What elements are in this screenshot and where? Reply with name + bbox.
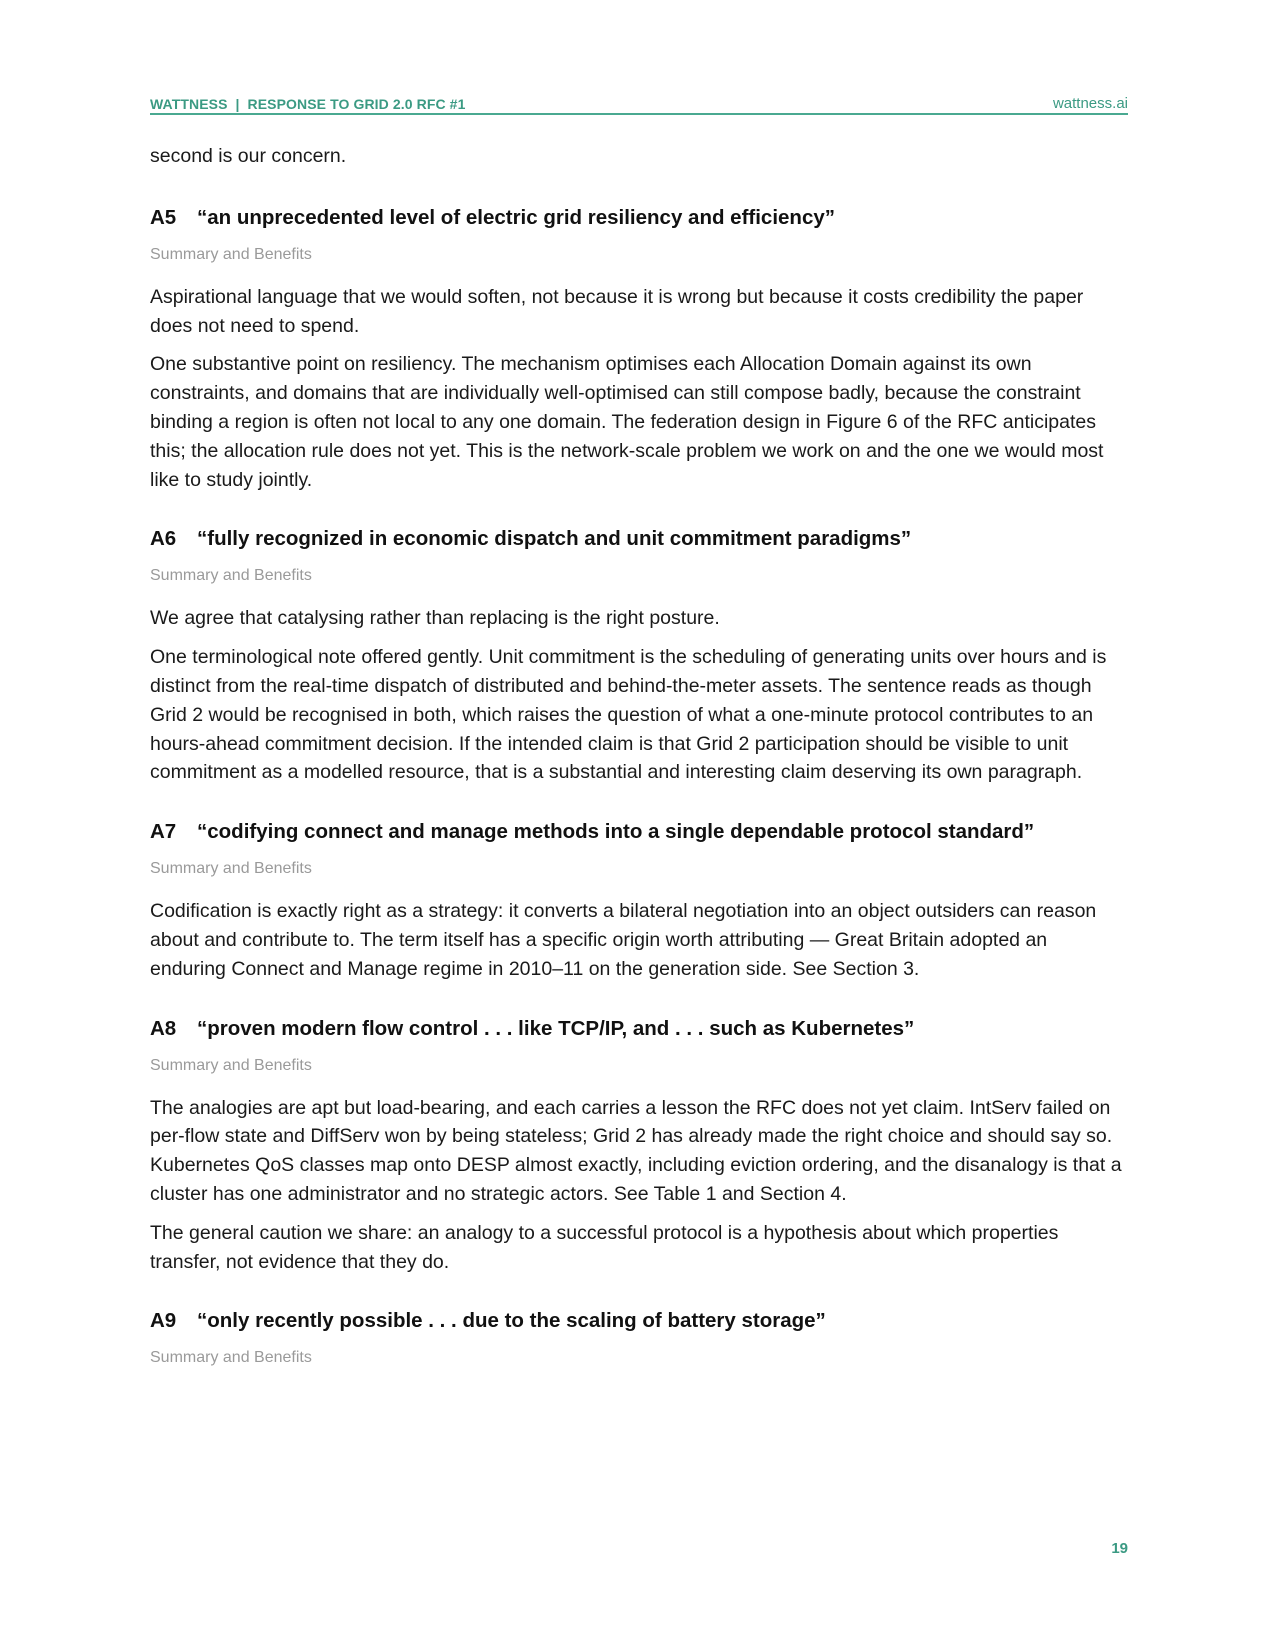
section-number: A5 (150, 205, 177, 229)
section-title: “an unprecedented level of electric grid resiliency and efficiency” (197, 205, 836, 229)
section-title: “proven modern flow control . . . like TCP/IP, and . . . such as Kubernetes” (197, 1016, 915, 1040)
page-header (150, 92, 1128, 115)
section-tag: Summary and Benefits (150, 860, 312, 878)
section-a5 (150, 205, 1128, 495)
section-heading (150, 1308, 1128, 1334)
page-content (150, 142, 1128, 1400)
header-title: WATTNESS | RESPONSE TO GRID 2.0 RFC #1 (150, 96, 466, 112)
section-number: A9 (150, 1309, 177, 1333)
page-number: 19 (1111, 1540, 1128, 1557)
section-body (150, 283, 1128, 495)
section-body (150, 604, 1128, 787)
section-tag: Summary and Benefits (150, 1056, 312, 1074)
paragraph: One substantive point on resiliency. The mechanism optimises each Allocation Domain against its own constraints, and domains that are individually well-optimised can still compose badly, because the constraint binding a region is often not local to any one domain. The federation design in Figure 6 of the RFC anticipates this; the allocation rule does not yet. This is the network-scale problem we work on and the one we would most like to study jointly. (150, 353, 1104, 491)
paragraph: The general caution we share: an analogy to a successful protocol is a hypothesis about which properties transfer, not evidence that they do. (150, 1221, 1059, 1273)
section-number: A7 (150, 820, 177, 844)
section-heading (150, 205, 1128, 231)
paragraph: The analogies are apt but load-bearing, and each carries a lesson the RFC does not yet claim. IntServ failed on per-flow state and DiffServ won by being stateless; Grid 2 has already made the right choice and should say so. Kubernetes QoS classes map onto DESP almost exactly, including eviction ordering, and the disanalogy is that a cluster has one administrator and no strategic actors. See Table 1 and Section 4. (150, 1096, 1122, 1205)
section-tag: Summary and Benefits (150, 567, 312, 585)
section-tag: Summary and Benefits (150, 1349, 312, 1367)
section-a7 (150, 819, 1128, 983)
section-tag: Summary and Benefits (150, 245, 312, 263)
paragraph: We agree that catalysing rather than replacing is the right posture. (150, 607, 720, 630)
section-title: “only recently possible . . . due to the scaling of battery storage” (197, 1309, 826, 1333)
section-title: “codifying connect and manage methods into a single dependable protocol standard” (197, 820, 1035, 844)
section-heading (150, 819, 1128, 845)
paragraph: Codification is exactly right as a strategy: it converts a bilateral negotiation into an object outsiders can reason about and contribute to. The term itself has a specific origin worth attributing — Great Britain adopted an enduring Connect and Manage regime in 2010–11 on the generation side. See Section 3. (150, 900, 1097, 980)
continuation-text: second is our concern. (150, 145, 347, 167)
header-website: wattness.ai (1052, 95, 1128, 112)
paragraph: One terminological note offered gently. Unit commitment is the scheduling of generating units over hours and is distinct from the real-time dispatch of distributed and behind-the-meter assets. The sentence reads as though Grid 2 would be recognised in both, which raises the question of what a one-minute protocol contributes to an hours-ahead commitment decision. If the intended claim is that Grid 2 participation should be visible to unit commitment as a modelled resource, that is a substantial and interesting claim deserving its own paragraph. (150, 646, 1107, 784)
paragraph: Aspirational language that we would soften, not because it is wrong but because it costs credibility the paper does not need to spend. (150, 285, 1084, 337)
section-a9 (150, 1308, 1128, 1368)
section-heading (150, 526, 1128, 552)
document-page (150, 0, 1128, 1650)
section-number: A8 (150, 1016, 177, 1040)
section-title: “fully recognized in economic dispatch and unit commitment paradigms” (197, 527, 912, 551)
section-body (150, 1094, 1128, 1277)
section-number: A6 (150, 527, 177, 551)
section-a6 (150, 526, 1128, 787)
section-heading (150, 1016, 1128, 1042)
section-a8 (150, 1016, 1128, 1277)
section-body (150, 897, 1128, 983)
